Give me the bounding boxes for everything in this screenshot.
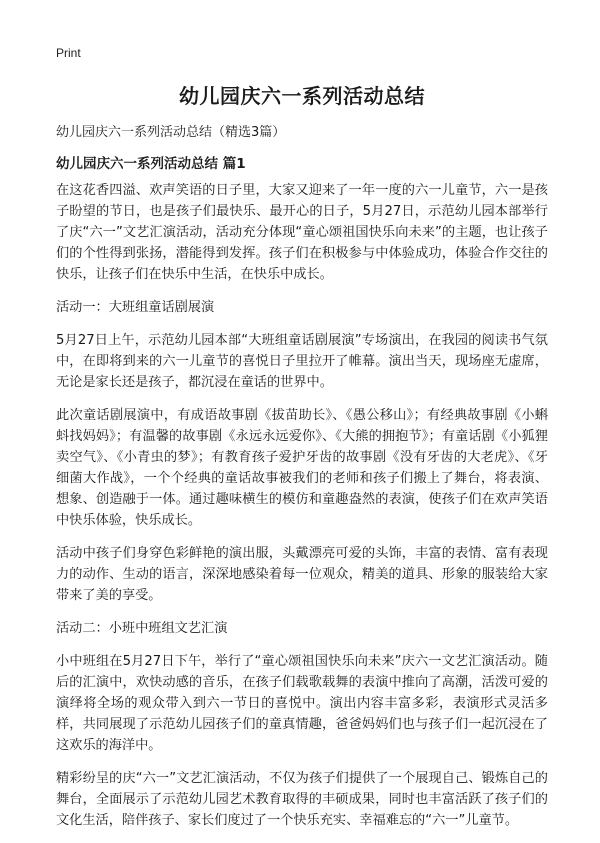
body-paragraph: 此次童话剧展演中，有成语故事剧《拔苗助长》、《愚公移山》；有经典故事剧《小蝌蚪找妈妈》；有温馨的故事剧《永远永远爱你》、《大熊的拥抱节》；有童话剧《小狐狸卖空气》、《小青虫的梦》；有教育孩子爱护牙齿的故事剧《没有牙齿的大老虎》、《牙细菌大作战》，一个个经典的童话故事被我们的老师和孩子们搬上了舞台，将表演、想象、创造融于一体。通过趣味横生的模仿和童趣盎然的表演，使孩子们在欢声笑语中快乐体验，快乐成长。 (56, 408, 548, 528)
body-paragraph: 活动中孩子们身穿色彩鲜艳的演出服，头戴漂亮可爱的头饰，丰富的表情、富有表现力的动作、生动的语言，深深地感染着每一位观众，精美的道具、形象的服装给大家带来了美的享受。 (56, 546, 548, 603)
closing-paragraph: 精彩纷呈的庆“六一”文艺汇演活动，不仅为孩子们提供了一个展现自己、锻炼自己的舞台，全面展示了示范幼儿园艺术教育取得的丰硕成果，同时也丰富活跃了孩子们的文化生活，陪伴孩子、家长们度过了一个快乐充实、幸福难忘的“六一”儿童节。 (56, 771, 548, 828)
page-title: 幼儿园庆六一系列活动总结 (179, 84, 425, 108)
activity-heading: 活动一：大班组童话剧展演 (56, 300, 215, 315)
section-heading: 幼儿园庆六一系列活动总结 篇1 (56, 156, 246, 172)
print-link[interactable]: Print (56, 46, 81, 60)
activity-heading: 活动二：小班中班组文艺汇演 (56, 621, 228, 636)
body-paragraph: 小中班组在5月27日下午，举行了“童心颂祖国快乐向未来”庆六一文艺汇演活动。随后的汇演中，欢快动感的音乐，在孩子们载歌载舞的表演中推向了高潮，活泼可爱的演绎将全场的观众带入到六一节日的喜悦中。演出内容丰富多彩，表演形式灵活多样，共同展现了示范幼儿园孩子们的童真情趣，爸爸妈妈们也与孩子们一起沉浸在了这欢乐的海洋中。 (56, 654, 548, 753)
document-subtitle: 幼儿园庆六一系列活动总结（精选3篇） (56, 125, 286, 140)
body-paragraph: 5月27日上午，示范幼儿园本部“大班组童话剧展演”专场演出，在我园的阅读书气氛中，在即将到来的六一儿童节的喜悦日子里拉开了帷幕。演出当天，现场座无虚席，无论是家长还是孩子，都沉浸在童话的世界中。 (56, 333, 548, 390)
article-body (56, 180, 548, 843)
intro-paragraph: 在这花香四溢、欢声笑语的日子里，大家又迎来了一年一度的六一儿童节，六一是孩子盼望的节日，也是孩子们最快乐、最开心的日子，5月27日，示范幼儿园本部举行了庆“六一”文艺汇演活动，活动充分体现“童心颂祖国快乐向未来”的主题，也让孩子们的个性得到张扬，潜能得到发挥。孩子们在积极参与中体验成功，体验合作交往的快乐，让孩子们在快乐中生活，在快乐中成长。 (56, 183, 548, 282)
